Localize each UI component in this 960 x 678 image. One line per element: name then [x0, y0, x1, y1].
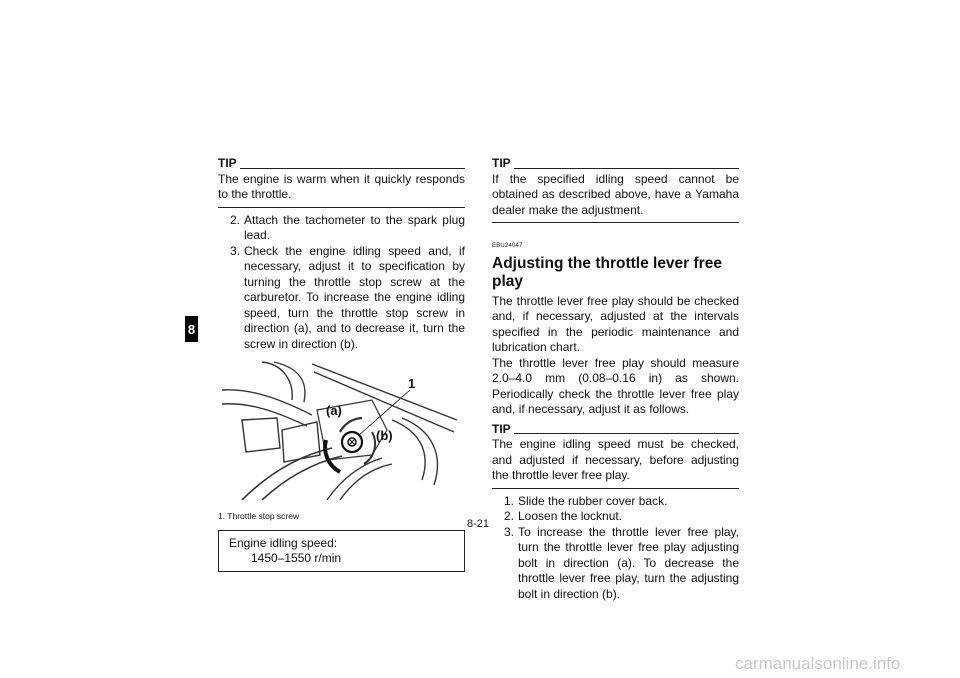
list-item [492, 525, 739, 603]
tip-rule [514, 433, 739, 434]
spec-label: Engine idling speed: [229, 536, 338, 550]
spec-value: 1450–1550 r/min [251, 551, 342, 565]
figure-caption: 1. Throttle stop screw [218, 510, 300, 521]
tip-text: The engine idling speed must be checked, and adjusted if necessary, before adjusting the throttle lever free play. [492, 437, 739, 489]
step-list [492, 494, 739, 603]
step-text: Check the engine idling speed and, if necessary, adjust it to specification by turning the throttle stop screw at the carburetor. To increase the engine idling speed, turn the throttle stop screw in direction (a), and to decrease it, turn the screw in direction (b). [244, 243, 465, 351]
tip-rule [240, 168, 465, 169]
step-number: 2. [503, 509, 514, 523]
step-text: Attach the tachometer to the spark plug lead. [244, 212, 465, 242]
step-list [218, 213, 465, 353]
step-text: To increase the throttle lever free play, turn the throttle lever free play adjusting bolt in direction (a). To decrease the throttle lever free play, turn the adjusting bolt in direction (b). [518, 524, 739, 601]
tip-text: If the specified idling speed cannot be obtained as described above, have a Yamaha dealer make the adjustment. [492, 172, 739, 224]
step-text: Slide the rubber cover back. [518, 493, 668, 508]
callout-a: (a) [326, 403, 342, 418]
tip-header [218, 156, 465, 172]
page-number: 8-21 [467, 518, 490, 530]
tip-label: TIP [218, 156, 237, 170]
section-title: Adjusting the throttle lever free play [492, 254, 722, 290]
callout-1: 1 [408, 376, 416, 391]
step-number: 3. [229, 243, 240, 258]
right-column [492, 156, 739, 602]
section-code: EBU24047 [492, 243, 523, 249]
tip-header [492, 156, 739, 172]
left-column [218, 156, 465, 572]
watermark: carmanualsonline.info [735, 654, 901, 673]
list-item [492, 494, 739, 510]
paragraph: The throttle lever free play should be checked and, if necessary, adjusted at the intervals specified in the periodic maintenance and lubrication chart. [492, 293, 739, 354]
tip-rule [514, 168, 739, 169]
callout-b: (b) [376, 428, 393, 443]
throttle-stop-screw-illustration [222, 360, 462, 500]
step-text: Loosen the locknut. [518, 509, 623, 523]
step-number: 1. [503, 493, 514, 508]
section-tab: 8 [185, 316, 198, 342]
list-item [218, 213, 465, 244]
list-item [218, 244, 465, 353]
step-number: 2. [229, 212, 240, 227]
tip-label: TIP [492, 421, 511, 436]
list-item [492, 509, 739, 525]
tip-label: TIP [492, 156, 511, 170]
step-number: 3. [503, 524, 514, 539]
tip-text: The engine is warm when it quickly responds to the throttle. [218, 172, 465, 208]
paragraph: The throttle lever free play should measure 2.0–4.0 mm (0.08–0.16 in) as shown. Periodically check the throttle lever free play and, if necessary, adjust it as follows. [492, 355, 739, 416]
tip-header [492, 422, 739, 438]
spec-box [218, 530, 465, 572]
